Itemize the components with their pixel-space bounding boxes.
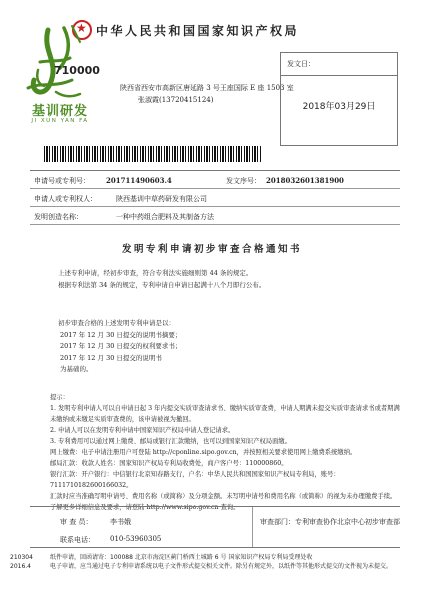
- barcode: [44, 146, 262, 162]
- footer-text: 电子申请，应当通过电子专利申请系统以电子文件形式提交相关文件。除另有规定外，以纸件等其他形式提交的文件视为未提交。: [50, 562, 393, 570]
- issue-date: 2018年03月29日: [302, 102, 376, 112]
- notice-paragraph-2: [50, 318, 390, 376]
- recipient-zip: 710000: [54, 64, 100, 77]
- applicant-name: 陕西基训中草药研发有限公司: [116, 195, 207, 203]
- notice-title: 发明专利申请初步审查合格通知书: [121, 244, 302, 255]
- form-version: 2016.4: [10, 562, 31, 570]
- signature-divider: [252, 507, 253, 547]
- footer-text: 纸件申请，回函请寄：100088 北京市海淀区蓟门桥西土城路 6 号 国家知识产权局专利局受理处收: [50, 554, 313, 561]
- application-info-table: [30, 170, 400, 225]
- hint-item: 汇款时应当准确写明申请号、费用名称（或简称）及分项金额。未写明申请号和费用名称（或简称）的视为未办理缴费手续。了解更多详细信息及要求，请登陆 http://www.sipo.gov.cn 查询。: [50, 493, 397, 511]
- examining-department: 审查部门：专利审查协作北京中心初步审查部: [260, 518, 400, 526]
- hint-item: 1. 发明专利申请人可以自申请日起 3 年内提交实质审查请求书、缴纳实质审查费，申请人期满未提交实质审查请求书或者期满未缴纳或未缴足实质审查费的，该申请被视为撤回。: [50, 405, 400, 423]
- serial-number-label: 发文序号：: [226, 177, 261, 185]
- hints-heading: 提示：: [50, 394, 69, 401]
- info-row-application-number: [30, 171, 400, 189]
- examiner-name: 李书娥: [110, 518, 131, 526]
- application-number-label: 申请号或专利号：: [34, 177, 90, 185]
- form-code: 210304: [10, 554, 33, 561]
- invention-label: 发明创造名称：: [34, 213, 83, 221]
- issue-date-box: [280, 52, 398, 146]
- paragraph-line: 2017 年 12 月 30 日提交的说明书: [60, 353, 162, 362]
- company-logo-text: 基训研发: [31, 104, 88, 119]
- recipient-block: [120, 82, 294, 106]
- recipient-address: 陕西省西安市高新区唐延路 3 号王座国际 E 座 1503 室: [120, 84, 294, 92]
- paragraph-line: 初步审查合格的上述发明专利申请是以：: [58, 319, 175, 327]
- hint-item: 3. 专利费用可以通过网上缴费、邮局或银行汇款缴纳，也可以到国家知识产权局面缴。: [50, 438, 291, 445]
- applicant-label: 申请人或专利权人：: [34, 195, 97, 203]
- page-footer: [10, 554, 420, 571]
- hint-item: 2. 申请人可以在发明专利申请中国家知识产权局申请人登记请求。: [50, 427, 235, 434]
- info-row-applicant: [30, 189, 400, 207]
- footer-row: [10, 554, 420, 563]
- notice-hints: [50, 392, 400, 513]
- examiner-label: 审 查 员：: [60, 518, 93, 526]
- paragraph-line: 2017 年 12 月 30 日提交的说明书摘要；: [60, 330, 182, 339]
- date-box-divider: [281, 75, 397, 76]
- footer-row: [10, 563, 420, 572]
- examiner-signature-box: [30, 506, 400, 548]
- hint-item: 网上缴费：电子申请注册用户可登陆 http://cponline.sipo.gov.cn，并按照相关要求使用网上缴费系统缴纳。: [50, 449, 357, 456]
- agency-title: 中华人民共和国国家知识产权局: [96, 24, 300, 38]
- invention-title: 一种中药组合肥料及其制备方法: [116, 213, 214, 221]
- issue-date-label: 发文日：: [287, 60, 315, 68]
- phone-number: 010-53960305: [110, 535, 162, 543]
- paragraph-line: 上述专利申请，经初步审查，符合专利法实施细则第 44 条的规定。: [58, 269, 253, 277]
- paragraph-line: 2017 年 12 月 30 日提交的权利要求书；: [60, 342, 182, 350]
- info-row-invention: [30, 207, 400, 225]
- paragraph-line: 根据专利法第 34 条的规定，专利申请自申请日起满十八个月即行公布。: [58, 280, 266, 289]
- application-number: 201711490603.4: [106, 176, 172, 185]
- company-logo-pinyin: JI XUN YAN FA: [31, 118, 89, 124]
- recipient-name: 张淑霞(13720415124): [138, 96, 214, 104]
- paragraph-line: 为基础的。: [60, 365, 93, 373]
- phone-label: 联系电话：: [60, 536, 95, 544]
- hint-item: 邮局汇款：收款人姓名：国家知识产权局专利局收费处，商户客户号：110000860。: [50, 460, 288, 467]
- hint-item: 银行汇款：开户银行：中信银行北京知春路支行，户名：中华人民共和国国家知识产权局专利局，账号：7111710182600166032。: [50, 471, 340, 489]
- serial-number: 2018032601381900: [266, 176, 344, 185]
- notice-paragraph-1: [58, 268, 398, 291]
